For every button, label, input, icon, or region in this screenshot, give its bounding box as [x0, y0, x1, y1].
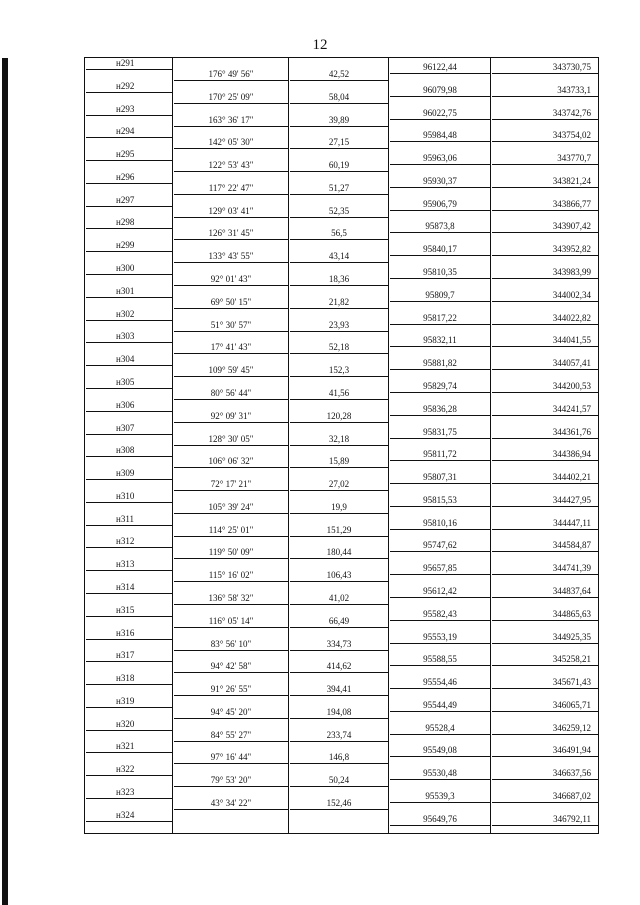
x-coordinate-cell: 95553,19 — [390, 632, 490, 644]
distance-cell: 66,49 — [290, 616, 388, 628]
x-coordinate-cell: 95554,46 — [390, 677, 490, 689]
table-row — [84, 673, 599, 696]
table-row — [84, 81, 599, 104]
x-coordinate-cell: 95528,4 — [390, 723, 490, 735]
x-coordinate-cell: 95582,43 — [390, 609, 490, 621]
point-cell: н309 — [86, 468, 172, 480]
point-cell: н323 — [86, 787, 172, 799]
x-coordinate-cell: 95831,75 — [390, 427, 490, 439]
angle-cell: 128° 30' 05" — [174, 434, 288, 446]
table-row — [84, 445, 599, 468]
distance-cell: 151,29 — [290, 525, 388, 537]
point-cell: н311 — [86, 514, 172, 526]
table-row — [84, 536, 599, 559]
y-coordinate-cell: 346687,02 — [492, 791, 599, 803]
y-coordinate-cell: 344427,95 — [492, 495, 599, 507]
point-cell: н297 — [86, 195, 172, 207]
x-coordinate-cell: 95809,7 — [390, 290, 490, 302]
distance-cell: 394,41 — [290, 684, 388, 696]
table-row — [84, 172, 599, 195]
table-row — [84, 582, 599, 605]
distance-cell: 152,3 — [290, 365, 388, 377]
angle-cell: 97° 16' 44" — [174, 752, 288, 764]
distance-cell: 180,44 — [290, 547, 388, 559]
table-row — [84, 400, 599, 423]
x-coordinate-cell: 95881,82 — [390, 358, 490, 370]
scan-margin-bar — [2, 58, 8, 905]
distance-cell: 18,36 — [290, 274, 388, 286]
distance-cell: 414,62 — [290, 661, 388, 673]
table-body — [84, 58, 599, 833]
y-coordinate-cell: 346065,71 — [492, 700, 599, 712]
point-cell: н292 — [86, 81, 172, 93]
y-coordinate-cell: 346637,56 — [492, 768, 599, 780]
y-coordinate-cell: 344925,35 — [492, 632, 599, 644]
angle-cell: 170° 25' 09" — [174, 92, 288, 104]
angle-cell: 17° 41' 43" — [174, 342, 288, 354]
x-coordinate-cell: 96022,75 — [390, 108, 490, 120]
distance-cell: 58,04 — [290, 92, 388, 104]
distance-cell: 27,15 — [290, 137, 388, 149]
y-coordinate-cell: 343730,75 — [492, 62, 599, 74]
y-coordinate-cell: 343754,02 — [492, 130, 599, 142]
distance-cell: 43,14 — [290, 251, 388, 263]
y-coordinate-cell: 344865,63 — [492, 609, 599, 621]
distance-cell: 120,28 — [290, 411, 388, 423]
point-cell: н305 — [86, 377, 172, 389]
x-coordinate-cell: 95984,48 — [390, 130, 490, 142]
y-coordinate-cell: 344041,55 — [492, 335, 599, 347]
angle-cell: 69° 50' 15" — [174, 297, 288, 309]
distance-cell: 146,8 — [290, 752, 388, 764]
table-row — [84, 195, 599, 218]
y-coordinate-cell: 344200,53 — [492, 381, 599, 393]
distance-cell: 152,46 — [290, 798, 388, 810]
point-cell: н301 — [86, 286, 172, 298]
y-coordinate-cell: 344584,87 — [492, 540, 599, 552]
angle-cell: 84° 55' 27" — [174, 730, 288, 742]
x-coordinate-cell: 95963,06 — [390, 153, 490, 165]
y-coordinate-cell: 344241,57 — [492, 404, 599, 416]
x-coordinate-cell: 96122,44 — [390, 62, 490, 74]
y-coordinate-cell: 343952,82 — [492, 244, 599, 256]
point-cell: н294 — [86, 126, 172, 138]
angle-cell: 126° 31' 45" — [174, 228, 288, 240]
table-row — [84, 787, 599, 810]
angle-cell: 129° 03' 41" — [174, 206, 288, 218]
y-coordinate-cell: 345671,43 — [492, 677, 599, 689]
angle-cell: 115° 16' 02" — [174, 570, 288, 582]
table-row — [84, 286, 599, 309]
angle-cell: 119° 50' 09" — [174, 547, 288, 559]
x-coordinate-cell: 96079,98 — [390, 85, 490, 97]
x-coordinate-cell: 95657,85 — [390, 563, 490, 575]
distance-cell: 51,27 — [290, 183, 388, 195]
point-cell: н320 — [86, 719, 172, 731]
point-cell: н304 — [86, 354, 172, 366]
angle-cell: 51° 30' 57" — [174, 320, 288, 332]
x-coordinate-cell: 95817,22 — [390, 313, 490, 325]
x-coordinate-cell: 95810,16 — [390, 518, 490, 530]
angle-cell: 94° 42' 58" — [174, 661, 288, 673]
angle-cell: 122° 53' 43" — [174, 160, 288, 172]
y-coordinate-cell: 344002,34 — [492, 290, 599, 302]
y-coordinate-cell: 343907,42 — [492, 221, 599, 233]
point-cell: н302 — [86, 309, 172, 321]
angle-cell: 117° 22' 47" — [174, 183, 288, 195]
x-coordinate-cell: 95810,35 — [390, 267, 490, 279]
angle-cell: 136° 58' 32" — [174, 593, 288, 605]
y-coordinate-cell: 344741,39 — [492, 563, 599, 575]
y-coordinate-cell: 344386,94 — [492, 449, 599, 461]
point-cell: н308 — [86, 445, 172, 457]
x-coordinate-cell: 95906,79 — [390, 199, 490, 211]
table-row — [84, 377, 599, 400]
point-cell: н312 — [86, 536, 172, 548]
point-cell: н321 — [86, 741, 172, 753]
point-cell: н307 — [86, 423, 172, 435]
angle-cell: 163° 36' 17" — [174, 115, 288, 127]
x-coordinate-cell: 95832,11 — [390, 335, 490, 347]
coordinates-table — [84, 57, 599, 834]
point-cell: н296 — [86, 172, 172, 184]
y-coordinate-cell: 343770,7 — [492, 153, 599, 165]
distance-cell: 41,02 — [290, 593, 388, 605]
x-coordinate-cell: 95807,31 — [390, 472, 490, 484]
y-coordinate-cell: 344022,82 — [492, 313, 599, 325]
x-coordinate-cell: 95840,17 — [390, 244, 490, 256]
table-row — [84, 650, 599, 673]
table-row — [84, 764, 599, 787]
distance-cell: 60,19 — [290, 160, 388, 172]
distance-cell: 23,93 — [290, 320, 388, 332]
x-coordinate-cell: 95829,74 — [390, 381, 490, 393]
table-row — [84, 104, 599, 127]
angle-cell: 91° 26' 55" — [174, 684, 288, 696]
angle-cell: 114° 25' 01" — [174, 525, 288, 537]
x-coordinate-cell: 95873,8 — [390, 221, 490, 233]
x-coordinate-cell: 95649,76 — [390, 814, 490, 826]
point-cell: н322 — [86, 764, 172, 776]
point-cell: н306 — [86, 400, 172, 412]
table-row — [84, 354, 599, 377]
distance-cell: 334,73 — [290, 639, 388, 651]
distance-cell: 42,52 — [290, 69, 388, 81]
table-row — [84, 605, 599, 628]
y-coordinate-cell: 344837,64 — [492, 586, 599, 598]
angle-cell: 94° 45' 20" — [174, 707, 288, 719]
point-cell: н295 — [86, 149, 172, 161]
distance-cell: 19,9 — [290, 502, 388, 514]
point-cell: н319 — [86, 696, 172, 708]
angle-cell: 105° 39' 24" — [174, 502, 288, 514]
point-cell: н317 — [86, 650, 172, 662]
distance-cell: 41,56 — [290, 388, 388, 400]
y-coordinate-cell: 344057,41 — [492, 358, 599, 370]
y-coordinate-cell: 343821,24 — [492, 176, 599, 188]
y-coordinate-cell: 346259,12 — [492, 723, 599, 735]
angle-cell: 106° 06' 32" — [174, 456, 288, 468]
angle-cell: 176° 49' 56" — [174, 69, 288, 81]
y-coordinate-cell: 344361,76 — [492, 427, 599, 439]
distance-cell: 39,89 — [290, 115, 388, 127]
table-row — [84, 491, 599, 514]
y-coordinate-cell: 345258,21 — [492, 654, 599, 666]
x-coordinate-cell: 95747,62 — [390, 540, 490, 552]
x-coordinate-cell: 95811,72 — [390, 449, 490, 461]
angle-cell: 43° 34' 22" — [174, 798, 288, 810]
y-coordinate-cell: 343742,76 — [492, 108, 599, 120]
distance-cell: 21,82 — [290, 297, 388, 309]
angle-cell: 116° 05' 14" — [174, 616, 288, 628]
table-row — [84, 309, 599, 332]
table-row — [84, 696, 599, 719]
distance-cell: 52,18 — [290, 342, 388, 354]
distance-cell: 27,02 — [290, 479, 388, 491]
table-row — [84, 149, 599, 172]
table-row — [84, 719, 599, 742]
y-coordinate-cell: 343866,77 — [492, 199, 599, 211]
distance-cell: 194,08 — [290, 707, 388, 719]
x-coordinate-cell: 95530,48 — [390, 768, 490, 780]
distance-cell: 50,24 — [290, 775, 388, 787]
distance-cell: 56,5 — [290, 228, 388, 240]
table-row — [84, 810, 599, 833]
angle-cell: 142° 05' 30" — [174, 137, 288, 149]
table-row — [84, 240, 599, 263]
distance-cell: 32,18 — [290, 434, 388, 446]
angle-cell: 92° 01' 43" — [174, 274, 288, 286]
table-row — [84, 468, 599, 491]
x-coordinate-cell: 95539,3 — [390, 791, 490, 803]
table-row — [84, 628, 599, 651]
table-row — [84, 423, 599, 446]
point-cell: н314 — [86, 582, 172, 594]
point-cell: н300 — [86, 263, 172, 275]
y-coordinate-cell: 344447,11 — [492, 518, 599, 530]
y-coordinate-cell: 343983,99 — [492, 267, 599, 279]
point-cell: н299 — [86, 240, 172, 252]
point-cell: н313 — [86, 559, 172, 571]
point-cell: н316 — [86, 628, 172, 640]
x-coordinate-cell: 95588,55 — [390, 654, 490, 666]
x-coordinate-cell: 95815,53 — [390, 495, 490, 507]
table-row — [84, 58, 599, 81]
y-coordinate-cell: 346491,94 — [492, 745, 599, 757]
distance-cell: 106,43 — [290, 570, 388, 582]
distance-cell: 233,74 — [290, 730, 388, 742]
point-cell: н318 — [86, 673, 172, 685]
x-coordinate-cell: 95612,42 — [390, 586, 490, 598]
angle-cell: 83° 56' 10" — [174, 639, 288, 651]
table-row — [84, 514, 599, 537]
page-number: 12 — [312, 37, 328, 53]
y-coordinate-cell: 343733,1 — [492, 85, 599, 97]
y-coordinate-cell: 346792,11 — [492, 814, 599, 826]
x-coordinate-cell: 95549,08 — [390, 745, 490, 757]
point-cell: н291 — [86, 58, 172, 70]
table-row — [84, 263, 599, 286]
table-row — [84, 217, 599, 240]
angle-cell: 72° 17' 21" — [174, 479, 288, 491]
point-cell: н298 — [86, 217, 172, 229]
distance-cell: 15,89 — [290, 456, 388, 468]
point-cell: н315 — [86, 605, 172, 617]
x-coordinate-cell: 95836,28 — [390, 404, 490, 416]
point-cell: н303 — [86, 331, 172, 343]
angle-cell: 109° 59' 45" — [174, 365, 288, 377]
table-row — [84, 331, 599, 354]
x-coordinate-cell: 95930,37 — [390, 176, 490, 188]
point-cell: н324 — [86, 810, 172, 822]
point-cell: н310 — [86, 491, 172, 503]
table-row — [84, 741, 599, 764]
angle-cell: 79° 53' 20" — [174, 775, 288, 787]
y-coordinate-cell: 344402,21 — [492, 472, 599, 484]
table-row — [84, 126, 599, 149]
angle-cell: 80° 56' 44" — [174, 388, 288, 400]
point-cell: н293 — [86, 104, 172, 116]
table-row — [84, 559, 599, 582]
distance-cell: 52,35 — [290, 206, 388, 218]
x-coordinate-cell: 95544,49 — [390, 700, 490, 712]
angle-cell: 133° 43' 55" — [174, 251, 288, 263]
angle-cell: 92° 09' 31" — [174, 411, 288, 423]
